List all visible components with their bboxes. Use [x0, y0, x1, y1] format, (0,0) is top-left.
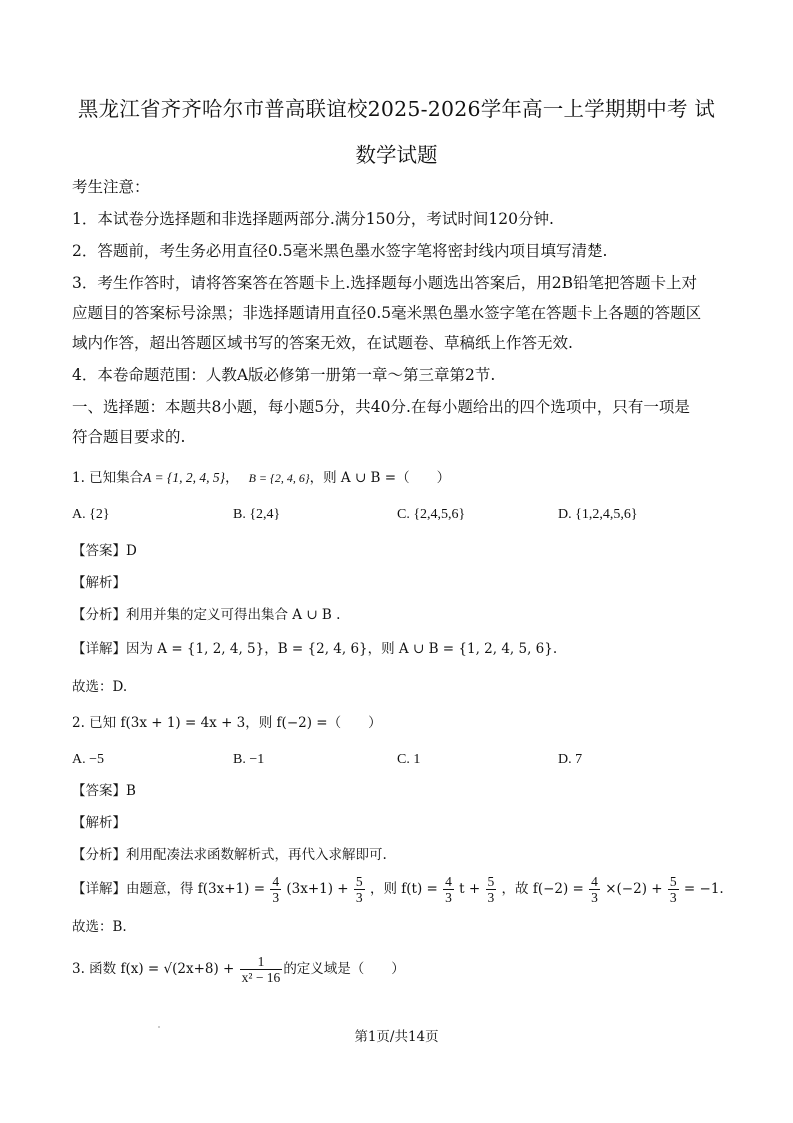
q2-stem: 2. 已知 f(3x + 1) = 4x + 3，则 f(−2) =（ ） [72, 715, 382, 731]
q2-option-d: D. 7 [558, 752, 583, 767]
q1-analysis-tag: 【解析】 [72, 575, 126, 591]
q1-stem-suffix: ，则 A ∪ B =（ ） [309, 470, 451, 486]
q1-fenxi: 【分析】利用并集的定义可得出集合 A ∪ B . [72, 607, 341, 623]
q2-xiangjie-mid1: (3x+1) + [286, 881, 349, 897]
q2-xiangjie [72, 872, 724, 906]
q3-fraction: $\frac{1}{\text{x² − 16}}$ [241, 954, 281, 985]
q2-xiangjie-mid5: ×(−2) + [605, 881, 663, 897]
q1-stem-prefix: 1. 已知集合 [72, 470, 144, 486]
q2-xiangjie-mid2: ，则 f(t) = [369, 881, 438, 897]
q1-set-b: B = {2, 4, 6} [248, 471, 310, 485]
page-footer: 第1页/共14页 [354, 1029, 439, 1045]
exam-title-line2: 数学试题 [355, 143, 438, 167]
q1-comma: ， [225, 470, 239, 486]
q1-option-b: B. {2,4} [233, 507, 281, 522]
q1-option-a: A. {2} [72, 507, 110, 522]
notice-item-4: 4．本卷命题范围：人教A版必修第一册第一章～第三章第2节. [72, 366, 496, 384]
notice-item-3-line2: 应题目的答案标号涂黑；非选择题请用直径0.5毫米黑色墨水签字笔在答题卡上各题的答题区 [72, 304, 702, 322]
q2-frac-4-3-a: $\frac{4}{3}$ [272, 874, 280, 905]
q2-xiangjie-mid3: t + [459, 881, 481, 897]
notice-item-2: 2．答题前，考生务必用直径0.5毫米黑色墨水签字笔将密封线内项目填写清楚. [72, 242, 608, 260]
q2-xiangjie-prefix: 【详解】由题意，得 f(3x+1) = [72, 881, 266, 897]
q1-set-a: A = {1, 2, 4, 5} [143, 470, 226, 485]
notice-item-1: 1．本试卷分选择题和非选择题两部分.满分150分，考试时间120分钟. [72, 210, 554, 228]
q2-option-a: A. −5 [72, 752, 105, 767]
q3-stem-prefix: 3. 函数 f(x) = √(2x+8) + [72, 961, 235, 977]
section-heading-line1: 一、选择题：本题共8小题，每小题5分，共40分.在每小题给出的四个选项中，只有一项是 [72, 398, 690, 416]
q1-answer: 【答案】D [72, 543, 137, 559]
q3-stem-suffix: 的定义域是（ ） [283, 961, 405, 977]
q2-analysis-tag: 【解析】 [72, 815, 126, 831]
notice-heading: 考生注意： [72, 178, 150, 196]
q1-xiangjie: 【详解】因为 A = {1, 2, 4, 5}，B = {2, 4, 6}，则 A ∪ B = {1, 2, 4, 5, 6}. [72, 641, 558, 657]
notice-item-3-line3: 域内作答，超出答题区域书写的答案无效，在试题卷、草稿纸上作答无效. [72, 334, 573, 352]
q2-fenxi: 【分析】利用配凑法求函数解析式，再代入求解即可. [72, 847, 387, 863]
q1-stem [72, 467, 450, 489]
section-heading-line2: 符合题目要求的. [72, 428, 186, 446]
q2-frac-4-3-b: $\frac{4}{3}$ [445, 874, 452, 905]
exam-title-line1: 黑龙江省齐齐哈尔市普高联谊校2025-2026学年高一上学期期中考 试 [77, 97, 716, 121]
q2-frac-5-3-b: $\frac{5}{3}$ [487, 874, 495, 905]
q2-frac-5-3-c: $\frac{5}{3}$ [669, 874, 677, 905]
q1-conclusion: 故选：D. [72, 679, 128, 695]
q2-frac-5-3-a: $\frac{5}{3}$ [355, 874, 363, 905]
q1-option-c: C. {2,4,5,6} [397, 507, 466, 522]
q2-option-c: C. 1 [397, 752, 421, 767]
q2-answer: 【答案】B [72, 783, 136, 799]
notice-item-3-line1: 3．考生作答时，请将答案答在答题卡上.选择题每小题选出答案后，用2B铅笔把答题卡上对 [72, 274, 698, 292]
q1-option-d: D. {1,2,4,5,6} [558, 507, 638, 522]
q2-frac-4-3-c: $\frac{4}{3}$ [591, 874, 598, 905]
q2-xiangjie-mid4: ，故 f(−2) = [501, 881, 584, 897]
q3-stem [72, 952, 405, 986]
q2-option-b: B. −1 [233, 752, 265, 767]
q2-xiangjie-end: = −1. [683, 881, 724, 897]
q2-conclusion: 故选：B. [72, 919, 127, 935]
